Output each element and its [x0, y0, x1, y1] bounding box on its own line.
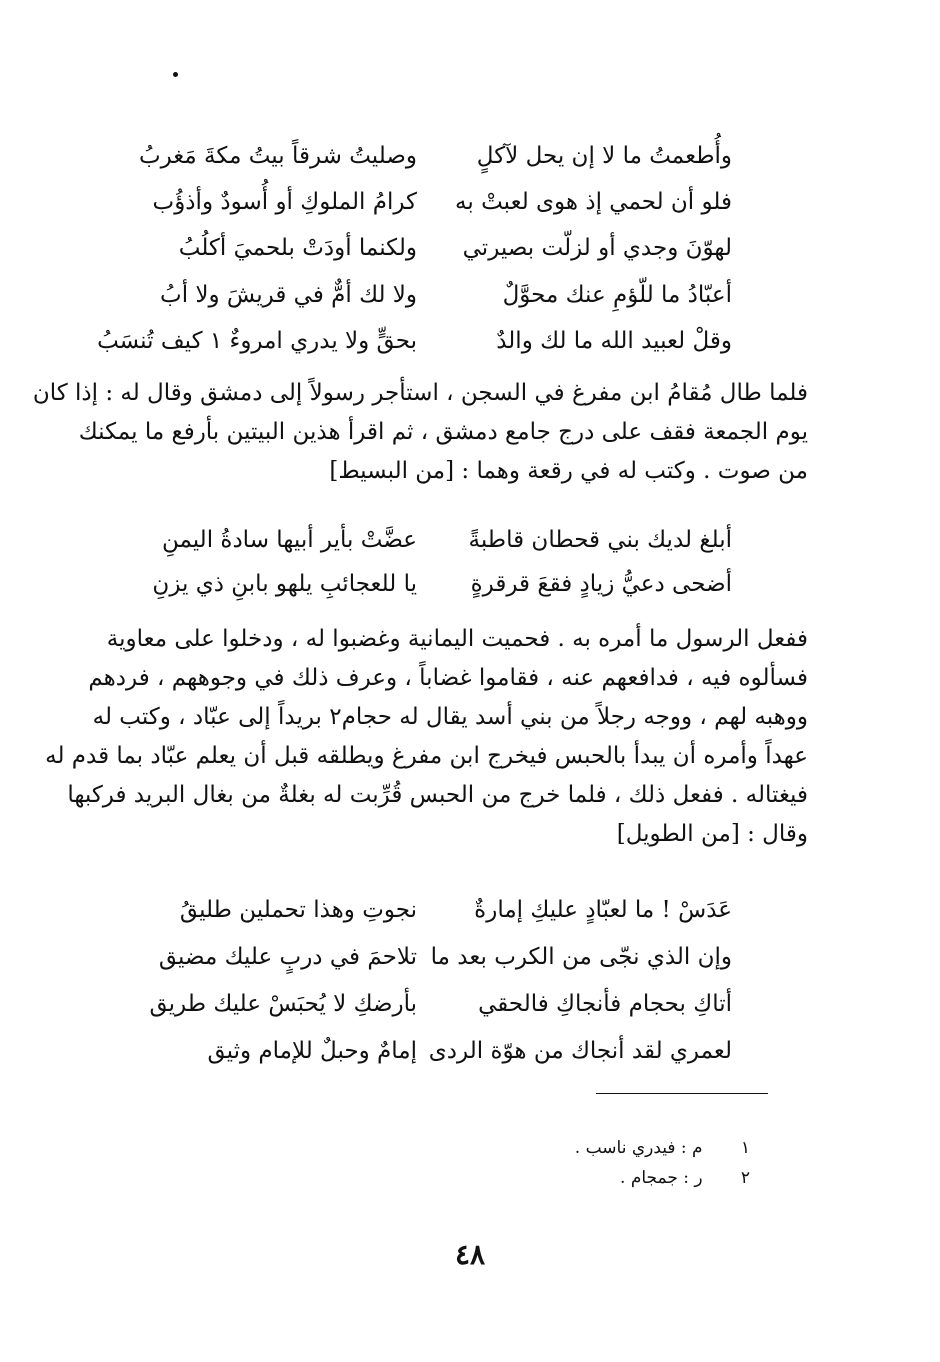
verse [0, 189, 940, 229]
footnote-text: م : فيدري ناسب . [574, 1138, 703, 1158]
hemistich-first: وقلْ لعبيد الله ما لك والدٌ [496, 328, 732, 354]
prose-line: ففعل الرسول ما أمره به . فحميت اليمانية وغضبوا له ، ودخلوا على معاوية [106, 626, 808, 652]
verse [0, 235, 940, 275]
verse [0, 328, 940, 368]
hemistich-first: أبلغ لديك بني قحطان قاطبةً [468, 527, 732, 553]
hemistich-first: لعمري لقد أنجاك من هوّة الردى [428, 1038, 732, 1064]
stray-mark [173, 72, 178, 77]
hemistich-second: نجوتِ وهذا تحملين طليقُ [179, 897, 417, 923]
hemistich-second: عضَّتْ بأير أبيها سادةُ اليمنِ [161, 527, 417, 553]
footnote-number: ١ [740, 1138, 750, 1158]
prose-line: فلما طال مُقامُ ابن مفرغ في السجن ، استأجر رسولاً إلى دمشق وقال له : إذا كان [32, 380, 808, 406]
hemistich-first: عَدَسْ ! ما لعبّادٍ عليكِ إمارةٌ [474, 897, 732, 923]
hemistich-first: أتاكِ بحجام فأنجاكِ فالحقي [478, 991, 732, 1017]
verse [0, 897, 940, 937]
prose-paragraph-2 [45, 626, 808, 860]
hemistich-second: يا للعجائبِ يلهو بابنِ ذي يزنِ [152, 571, 417, 597]
hemistich-second: بأرضكِ لا يُحبَسْ عليك طريق [149, 991, 417, 1017]
verse [0, 527, 940, 567]
verse [0, 143, 940, 183]
hemistich-second: بحقٍّ ولا يدري امروءٌ ١ كيف تُنسَبُ [97, 328, 417, 354]
prose-line: فيغتاله . ففعل ذلك ، فلما خرج من الحبس قُرِّبت له بغلةٌ من بغال البريد فركبها [67, 782, 808, 808]
verse [0, 991, 940, 1031]
footnote-separator [596, 1093, 768, 1094]
prose-line: يوم الجمعة فقف على درج جامع دمشق ، ثم اقرأ هذين البيتين بأرفع ما يمكنك [78, 419, 808, 445]
hemistich-first: فلو أن لحمي إذ هوى لعبتْ به [455, 189, 732, 215]
prose-line: فسألوه فيه ، فدافعهم عنه ، فقاموا غضاباً ، وعرف ذلك في وجوههم ، فردهم [88, 665, 808, 691]
verse [0, 944, 940, 984]
verse [0, 282, 940, 322]
verse [0, 571, 940, 611]
hemistich-first: أضحى دعيُّ زيادٍ فقعَ قرقرةٍ [470, 571, 732, 597]
hemistich-second: كرامُ الملوكِ أو أُسودٌ وأذؤُب [152, 189, 417, 215]
verse [0, 1038, 940, 1078]
footnote-1 [575, 1138, 750, 1158]
hemistich-first: أعبّادُ ما للّؤمِ عنك محوَّلٌ [502, 282, 732, 308]
page-number: ٤٨ [454, 1238, 486, 1271]
prose-line: ووهبه لهم ، ووجه رجلاً من بني أسد يقال له حجام٢ بريداً إلى عبّاد ، وكتب له [92, 704, 808, 730]
hemistich-first: لهوّنَ وجدي أو لزلّت بصيرتي [462, 235, 732, 261]
footnote-2 [620, 1168, 750, 1188]
hemistich-second: إمامٌ وحبلٌ للإمام وثيق [207, 1038, 417, 1064]
hemistich-first: وإن الذي نجّى من الكرب بعد ما [430, 944, 732, 970]
hemistich-second: ولا لك أمٌّ في قريشَ ولا أبُ [160, 282, 417, 308]
hemistich-second: ولكنما أودَتْ بلحميَ أكلُبُ [178, 235, 417, 261]
prose-line: من صوت . وكتب له في رقعة وهما : [من البسيط] [329, 458, 808, 484]
footnote-number: ٢ [740, 1168, 750, 1188]
prose-paragraph-1 [32, 380, 808, 497]
prose-line: وقال : [من الطويل] [616, 821, 808, 847]
footnote-text: ر : جمجام . [620, 1168, 703, 1188]
hemistich-second: تلاحمَ في دربٍ عليك مضيق [158, 944, 417, 970]
hemistich-second: وصليتُ شرقاً بيتُ مكةَ مَغربُ [138, 143, 417, 169]
prose-line: عهداً وأمره أن يبدأ بالحبس فيخرج ابن مفرغ ويطلقه قبل أن يعلم عبّاد بما قدم له [45, 743, 808, 769]
hemistich-first: وأُطعمتُ ما لا إن يحل لآكلٍ [476, 143, 732, 169]
